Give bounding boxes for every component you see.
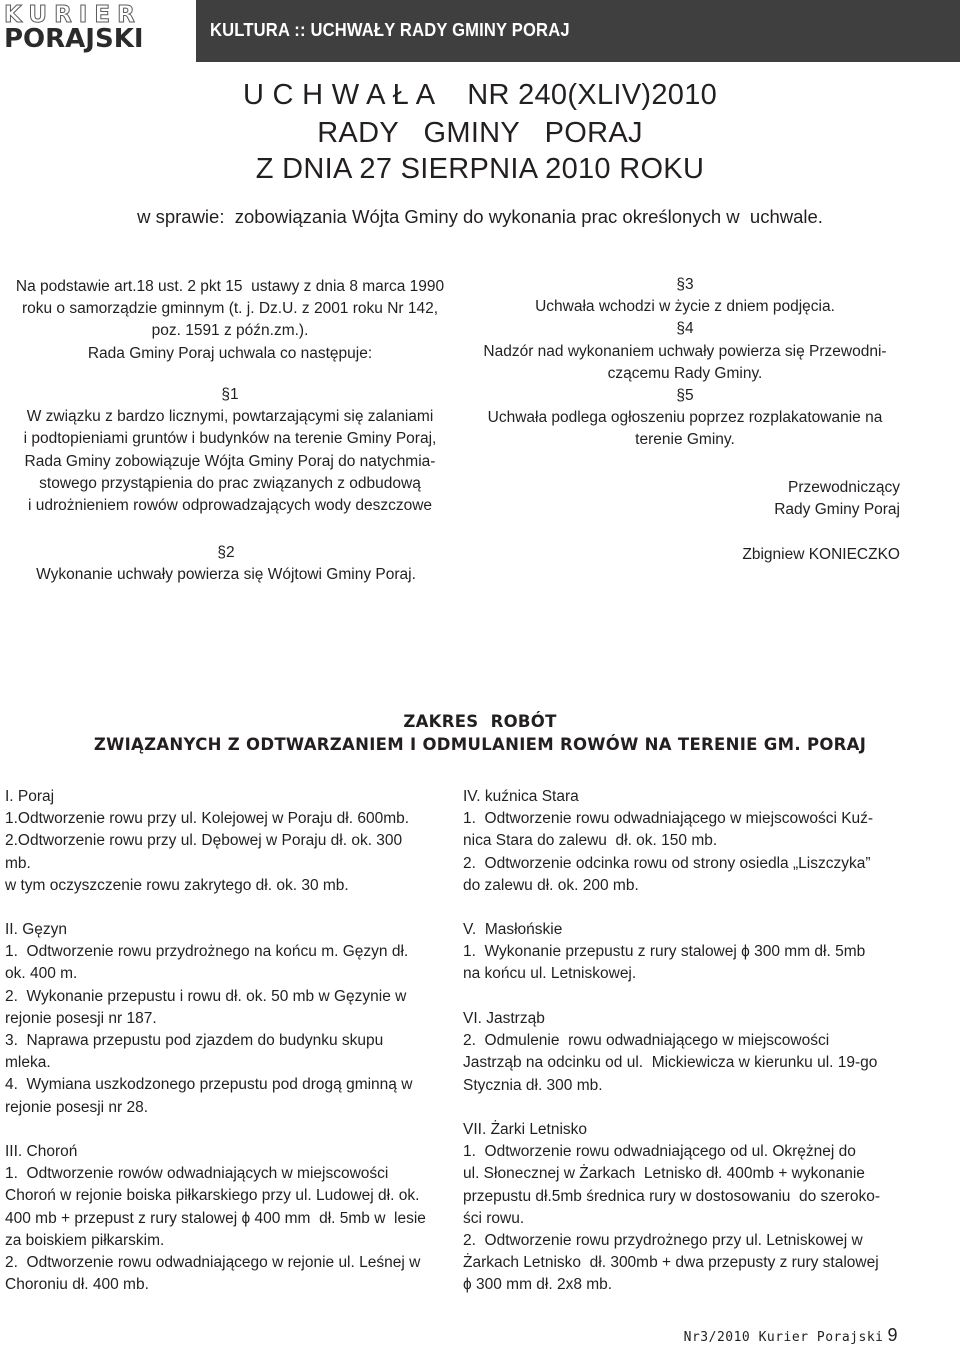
signature-block — [774, 477, 900, 521]
legal-basis — [0, 276, 460, 365]
works-item: 2.Odtworzenie rowu przy ul. Dębowej w Poraju dł. ok. 300 — [5, 832, 403, 850]
logo-kurier-text: KURIER — [4, 2, 142, 28]
works-item: 1.Odtworzenie rowu przy ul. Kolejowej w Poraju dł. 600mb. — [5, 810, 410, 828]
works-item: 2. Odmulenie rowu odwadniającego w miejscowości — [463, 1032, 830, 1050]
resolution-title-line3: Z DNIA 27 SIERPNIA 2010 ROKU — [255, 153, 705, 185]
works-item: 1. Odtworzenie rowów odwadniających w miejscowości — [5, 1165, 389, 1183]
paragraph-5-line: Uchwała podlega ogłoszeniu poprzez rozplakatowanie na — [487, 409, 883, 427]
works-jastrzab — [463, 1008, 913, 1097]
works-item: rejonie posesji nr 28. — [5, 1098, 149, 1116]
legal-basis-line: poz. 1591 z późn.zm.). — [151, 322, 309, 340]
works-item: VI. Jastrząb — [463, 1010, 545, 1027]
paragraph-4-mark: §4 — [676, 320, 694, 338]
paragraph-1 — [0, 384, 460, 517]
paragraphs-3-5 — [460, 274, 910, 452]
section-title: KULTURA :: UCHWAŁY RADY GMINY PORAJ — [210, 20, 570, 40]
section-header-bar — [196, 0, 960, 62]
scope-subtitle: ZWIĄZANYCH Z ODTWARZANIEM I ODMULANIEM ROWÓW NA TERENIE GM. PORAJ — [93, 735, 867, 754]
works-item: V. Masłońskie — [463, 921, 563, 938]
scope-title: ZAKRES ROBÓT — [403, 712, 557, 731]
paragraph-1-line: W związku z bardzo licznymi, powtarzającymi się zalaniami — [26, 408, 434, 426]
works-item: do zalewu dł. ok. 200 mb. — [463, 876, 639, 894]
paragraph-2-mark: §2 — [217, 544, 235, 561]
works-item: za boiskiem piłkarskim. — [5, 1231, 165, 1249]
paragraph-5-line: terenie Gminy. — [635, 431, 735, 449]
works-zarki-letnisko — [463, 1119, 913, 1297]
works-choron — [5, 1141, 455, 1296]
works-kuznica-stara — [463, 786, 913, 897]
paragraph-5-mark: §5 — [676, 387, 694, 405]
works-item: 2. Odtworzenie rowu przydrożnego przy ul. Letniskowej w — [463, 1232, 863, 1250]
paragraph-1-mark: §1 — [221, 386, 239, 403]
works-item: 4. Wymiana uszkodzonego przepustu pod drogą gminną w — [5, 1076, 413, 1094]
works-item: Stycznia dł. 300 mb. — [463, 1076, 603, 1094]
works-item: Choroniu dł. 400 mb. — [5, 1276, 149, 1294]
resolution-title-line2: RADY GMINY PORAJ — [317, 117, 643, 149]
works-item: 1. Odtworzenie rowu odwadniającego od ul. Okrężnej do — [463, 1143, 856, 1161]
paragraph-2-text: Wykonanie uchwały powierza się Wójtowi Gminy Poraj. — [36, 566, 416, 584]
kurier-porajski-logo — [0, 0, 196, 62]
issue-label: Nr3/2010 Kurier Porajski — [683, 1330, 884, 1345]
works-item: ul. Słonecznej w Żarkach Letnisko dł. 400mb + wykonanie — [463, 1165, 865, 1183]
works-item: 3. Naprawa przepustu pod zjazdem do budynku skupu — [5, 1032, 384, 1050]
legal-basis-line: Na podstawie art.18 ust. 2 pkt 15 ustawy z dnia 8 marca 1990 — [15, 278, 445, 295]
works-item: mleka. — [5, 1054, 51, 1072]
works-item: ϕ 300 mm dł. 2x8 mb. — [463, 1276, 613, 1294]
works-item: IV. kuźnica Stara — [463, 788, 579, 805]
works-item: mb. — [5, 854, 31, 872]
works-item: 1. Wykonanie przepustu z rury stalowej ϕ 300 mm dł. 5mb — [463, 943, 866, 961]
works-item: 1. Odtworzenie rowu odwadniającego w miejscowości Kuź- — [463, 810, 874, 828]
paragraph-1-line: i podtopieniami gruntów i budynków na terenie Gminy Poraj, — [23, 430, 437, 448]
chair-title: Przewodniczący — [788, 479, 900, 496]
works-item: ści rowu. — [463, 1209, 525, 1227]
works-maslonskie — [463, 919, 913, 986]
works-item: Choroń w rejonie boiska piłkarskiego przy ul. Ludowej dł. ok. — [5, 1187, 420, 1205]
paragraph-1-line: i udrożnieniem rowów odprowadzających wody deszczowe — [27, 497, 433, 515]
paragraph-1-line: Rada Gminy zobowiązuje Wójta Gminy Poraj do natychmia- — [24, 452, 436, 470]
paragraph-4-line: czącemu Rady Gminy. — [607, 364, 763, 382]
works-item: ok. 400 m. — [5, 965, 78, 983]
works-item: 400 mb + przepust z rury stalowej ϕ 400 mm dł. 5mb w lesie — [5, 1209, 426, 1227]
works-item: 2. Odtworzenie odcinka rowu od strony osiedla „Liszczyka” — [463, 854, 871, 872]
works-item: nica Stara do zalewu dł. ok. 150 mb. — [463, 832, 718, 850]
works-item: w tym oczyszczenie rowu zakrytego dł. ok. 30 mb. — [5, 876, 349, 894]
paragraph-3-text: Uchwała wchodzi w życie z dniem podjęcia. — [535, 298, 835, 316]
works-item: 1. Odtworzenie rowu przydrożnego na końcu m. Gęzyn dł. — [5, 943, 409, 961]
works-item: Jastrząb na odcinku od ul. Mickiewicza w kierunku ul. 19-go — [463, 1054, 878, 1072]
works-item: 2. Odtworzenie rowu odwadniającego w rejonie ul. Leśnej w — [5, 1254, 421, 1272]
works-gezyn — [5, 919, 455, 1119]
paragraph-3-mark: §3 — [676, 276, 694, 293]
works-item: rejonie posesji nr 187. — [5, 1009, 157, 1027]
chair-name: Zbigniew KONIECZKO — [742, 546, 900, 563]
logo-porajski-text: PORAJSKI — [4, 24, 144, 54]
page-number: 9 — [887, 1325, 898, 1345]
paragraph-1-line: stowego przystąpienia do prac związanych z odbudową — [39, 474, 421, 492]
works-item: VII. Żarki Letnisko — [463, 1121, 588, 1138]
resolution-title-line1: U C H W A Ł A NR 240(XLIV)2010 — [242, 79, 718, 111]
works-item: I. Poraj — [5, 788, 55, 805]
works-poraj — [5, 786, 455, 897]
paragraph-4-line: Nadzór nad wykonaniem uchwały powierza się Przewodni- — [483, 342, 887, 360]
legal-basis-line: Rada Gminy Poraj uchwala co następuje: — [87, 344, 373, 362]
paragraph-2 — [0, 542, 452, 586]
works-item: Żarkach Letnisko dł. 300mb + dwa przepusty z rury stalowej — [463, 1254, 879, 1272]
works-item: przepustu dł.5mb średnica rury w dostosowaniu do szeroko- — [463, 1187, 880, 1205]
works-item: 2. Wykonanie przepustu i rowu dł. ok. 50 mb w Gęzynie w — [5, 987, 407, 1005]
legal-basis-line: roku o samorządzie gminnym (t. j. Dz.U. z 2001 roku Nr 142, — [21, 300, 439, 318]
chair-body: Rady Gminy Poraj — [774, 501, 900, 519]
works-item: III. Choroń — [5, 1143, 78, 1160]
works-item: II. Gęzyn — [5, 921, 68, 938]
resolution-subject: w sprawie: zobowiązania Wójta Gminy do wykonania prac określonych w uchwale. — [137, 206, 823, 227]
works-item: na końcu ul. Letniskowej. — [463, 965, 637, 983]
page-footer — [684, 1325, 898, 1346]
